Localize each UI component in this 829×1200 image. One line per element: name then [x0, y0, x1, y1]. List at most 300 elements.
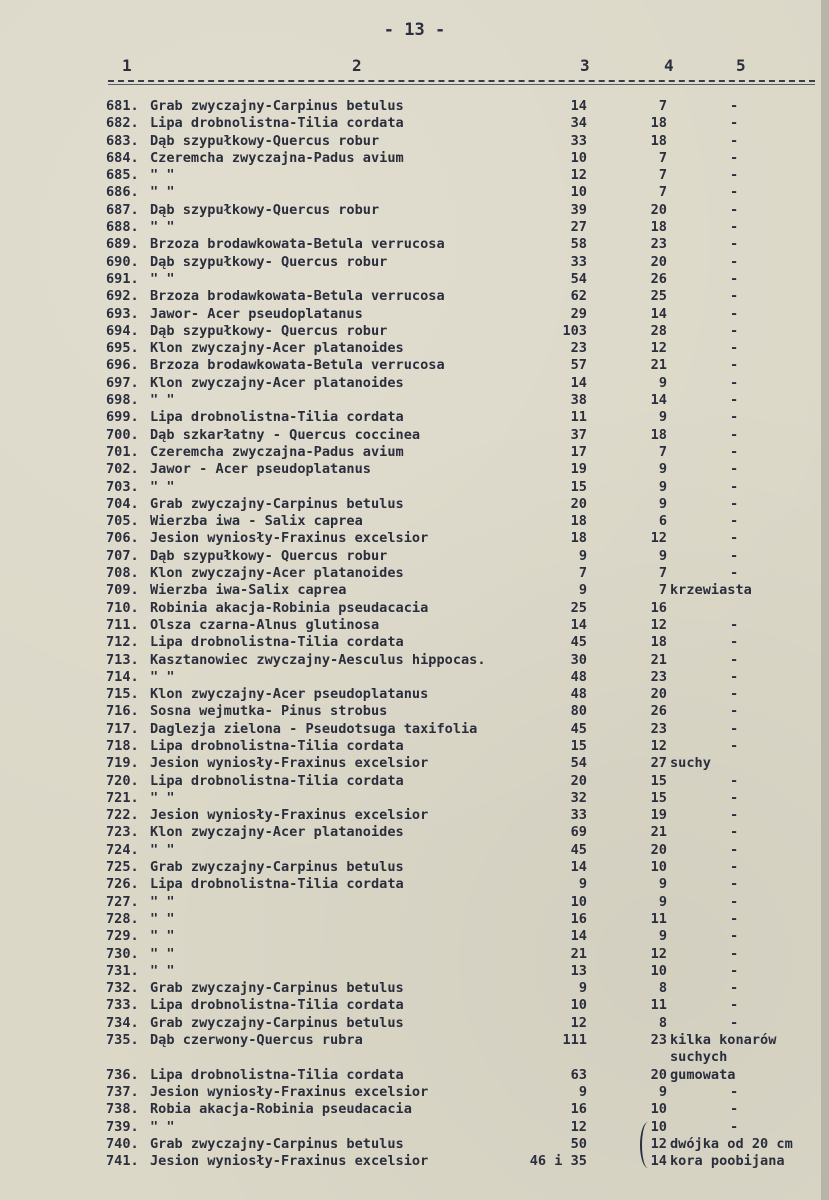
remarks: -: [730, 270, 739, 287]
circumference-value: 9: [578, 547, 587, 564]
remarks: dwójka od 20 cm: [670, 1135, 793, 1152]
species-name: Lipa drobnolistna-Tilia cordata: [150, 409, 404, 426]
circumference-value: 29: [570, 305, 587, 322]
table-row: [0, 807, 829, 824]
height-value: 23: [650, 720, 667, 737]
species-name: Kasztanowiec zwyczajny-Aesculus hippocas.: [150, 651, 486, 668]
height-value: 9: [658, 409, 667, 426]
row-number: 722.: [106, 807, 139, 824]
circumference-value: 33: [570, 253, 587, 270]
column-number-2: 2: [352, 56, 362, 75]
table-row: [0, 219, 829, 236]
height-value: 9: [658, 478, 667, 495]
row-number: 719.: [106, 755, 139, 772]
height-value: 14: [650, 1153, 667, 1170]
circumference-value: 111: [562, 1032, 587, 1049]
row-number: 727.: [106, 893, 139, 910]
table-row: [0, 409, 829, 426]
header-rule: [108, 80, 815, 82]
circumference-value: 21: [570, 945, 587, 962]
height-value: 28: [650, 322, 667, 339]
tree-inventory-table: [0, 98, 829, 1170]
height-value: 7: [658, 443, 667, 460]
height-value: 9: [658, 1083, 667, 1100]
table-row: [0, 530, 829, 547]
row-number: 689.: [106, 236, 139, 253]
species-name: " ": [150, 789, 175, 806]
table-row: [0, 375, 829, 392]
table-row: [0, 669, 829, 686]
remarks: -: [730, 530, 739, 547]
remarks: suchy: [670, 755, 711, 772]
height-value: 7: [658, 167, 667, 184]
column-number-1: 1: [122, 56, 132, 75]
species-name: Robia akacja-Robinia pseudacacia: [150, 1101, 412, 1118]
height-value: 11: [650, 910, 667, 927]
table-row: [0, 824, 829, 841]
height-value: 23: [650, 668, 667, 685]
height-value: 18: [650, 115, 667, 132]
remarks: -: [730, 547, 739, 564]
row-number: 712.: [106, 634, 139, 651]
table-row: [0, 1015, 829, 1032]
row-number: 717.: [106, 720, 139, 737]
species-name: Jawor - Acer pseudoplatanus: [150, 461, 371, 478]
circumference-value: 54: [570, 755, 587, 772]
remarks: -: [730, 443, 739, 460]
row-number: 725.: [106, 859, 139, 876]
remarks: -: [730, 357, 739, 374]
circumference-value: 69: [570, 824, 587, 841]
row-number: 688.: [106, 219, 139, 236]
species-name: Dąb szypułkowy- Quercus robur: [150, 322, 388, 339]
circumference-value: 10: [570, 184, 587, 201]
circumference-value: 58: [570, 236, 587, 253]
height-value: 16: [650, 599, 667, 616]
height-value: 10: [650, 859, 667, 876]
circumference-value: 23: [570, 340, 587, 357]
height-value: 18: [650, 219, 667, 236]
species-name: Jesion wyniosły-Fraxinus excelsior: [150, 755, 429, 772]
row-number: 690.: [106, 253, 139, 270]
species-name: Czeremcha zwyczajna-Padus avium: [150, 149, 404, 166]
species-name: Dąb szypułkowy-Quercus robur: [150, 132, 380, 149]
column-number-4: 4: [664, 56, 674, 75]
table-row: [0, 565, 829, 582]
row-number: 706.: [106, 530, 139, 547]
circumference-value: 30: [570, 651, 587, 668]
height-value: 15: [650, 772, 667, 789]
height-value: 20: [650, 686, 667, 703]
species-name: " ": [150, 893, 175, 910]
species-name: Grab zwyczajny-Carpinus betulus: [150, 98, 404, 114]
remarks: -: [730, 236, 739, 253]
row-number: 710.: [106, 599, 139, 616]
remarks: -: [730, 910, 739, 927]
remarks: -: [730, 876, 739, 893]
species-name: Grab zwyczajny-Carpinus betulus: [150, 980, 404, 997]
circumference-value: 9: [578, 582, 587, 599]
table-row: [0, 98, 829, 115]
circumference-value: 12: [570, 167, 587, 184]
circumference-value: 17: [570, 443, 587, 460]
row-number: 713.: [106, 651, 139, 668]
species-name: " ": [150, 184, 175, 201]
height-value: 7: [658, 149, 667, 166]
remarks: -: [730, 409, 739, 426]
row-number: 682.: [106, 115, 139, 132]
remarks: -: [730, 288, 739, 305]
height-value: 25: [650, 288, 667, 305]
height-value: 27: [650, 755, 667, 772]
height-value: 18: [650, 132, 667, 149]
species-name: Klon zwyczajny-Acer platanoides: [150, 340, 404, 357]
row-number: 735.: [106, 1032, 139, 1049]
table-row: [0, 479, 829, 496]
table-row: [0, 790, 829, 807]
remarks: -: [730, 98, 739, 114]
remarks: -: [730, 149, 739, 166]
remarks: -: [730, 980, 739, 997]
height-value: 6: [658, 513, 667, 530]
species-name: Dąb czerwony-Quercus rubra: [150, 1032, 363, 1049]
species-name: Lipa drobnolistna-Tilia cordata: [150, 634, 404, 651]
remarks: -: [730, 513, 739, 530]
remarks: -: [730, 132, 739, 149]
height-value: 12: [650, 530, 667, 547]
row-number: 732.: [106, 980, 139, 997]
table-row: [0, 997, 829, 1014]
row-number: 693.: [106, 305, 139, 322]
circumference-value: 62: [570, 288, 587, 305]
remarks: -: [730, 634, 739, 651]
row-number: 700.: [106, 426, 139, 443]
circumference-value: 14: [570, 374, 587, 391]
table-row: [0, 1067, 829, 1084]
table-row: [0, 946, 829, 963]
row-number: 697.: [106, 374, 139, 391]
row-number: 686.: [106, 184, 139, 201]
species-name: Lipa drobnolistna-Tilia cordata: [150, 876, 404, 893]
height-value: 9: [658, 928, 667, 945]
row-number: 699.: [106, 409, 139, 426]
row-number: 739.: [106, 1118, 139, 1135]
circumference-value: 11: [570, 409, 587, 426]
row-number: 723.: [106, 824, 139, 841]
row-number: 711.: [106, 616, 139, 633]
table-row: [0, 755, 829, 772]
height-value: 9: [658, 495, 667, 512]
row-number: 704.: [106, 495, 139, 512]
height-value: 23: [650, 236, 667, 253]
species-name: Daglezja zielona - Pseudotsuga taxifolia: [150, 720, 478, 737]
species-name: Klon zwyczajny-Acer platanoides: [150, 565, 404, 582]
height-value: 26: [650, 270, 667, 287]
species-name: Dąb szypułkowy- Quercus robur: [150, 547, 388, 564]
species-name: Dąb szkarłatny - Quercus coccinea: [150, 426, 421, 443]
row-number: 683.: [106, 132, 139, 149]
circumference-value: 27: [570, 219, 587, 236]
circumference-value: 39: [570, 201, 587, 218]
height-value: 12: [650, 945, 667, 962]
circumference-value: 34: [570, 115, 587, 132]
circumference-value: 33: [570, 132, 587, 149]
species-name: Jesion wyniosły-Fraxinus excelsior: [150, 530, 429, 547]
height-value: 9: [658, 876, 667, 893]
row-number: 720.: [106, 772, 139, 789]
circumference-value: 15: [570, 478, 587, 495]
height-value: 10: [650, 1118, 667, 1135]
remarks: -: [730, 737, 739, 754]
circumference-value: 45: [570, 720, 587, 737]
height-value: 19: [650, 807, 667, 824]
height-value: 9: [658, 547, 667, 564]
species-name: Grab zwyczajny-Carpinus betulus: [150, 1014, 404, 1031]
column-number-5: 5: [736, 56, 746, 75]
circumference-value: 14: [570, 98, 587, 114]
remarks: -: [730, 340, 739, 357]
circumference-value: 18: [570, 530, 587, 547]
species-name: " ": [150, 392, 175, 409]
remarks: -: [730, 1101, 739, 1118]
remarks: -: [730, 253, 739, 270]
table-row: [0, 963, 829, 980]
circumference-value: 63: [570, 1066, 587, 1083]
species-name: Lipa drobnolistna-Tilia cordata: [150, 1066, 404, 1083]
circumference-value: 16: [570, 1101, 587, 1118]
table-row: [0, 461, 829, 478]
row-number: 737.: [106, 1083, 139, 1100]
height-value: 14: [650, 305, 667, 322]
handwritten-bracket-mark: [640, 1122, 656, 1168]
table-row: [0, 392, 829, 409]
header-rule-underline: [108, 84, 815, 85]
remarks: -: [730, 772, 739, 789]
remarks: -: [730, 616, 739, 633]
table-row: [0, 582, 829, 599]
remarks: -: [730, 115, 739, 132]
species-name: Jesion wyniosły-Fraxinus excelsior: [150, 1153, 429, 1170]
species-name: Lipa drobnolistna-Tilia cordata: [150, 115, 404, 132]
remarks: -: [730, 824, 739, 841]
remarks: -: [730, 201, 739, 218]
table-row: [0, 288, 829, 305]
height-value: 12: [650, 340, 667, 357]
table-row: [0, 634, 829, 651]
species-name: Wierzba iwa-Salix caprea: [150, 582, 347, 599]
species-name: Grab zwyczajny-Carpinus betulus: [150, 1135, 404, 1152]
remarks: -: [730, 461, 739, 478]
circumference-value: 7: [578, 565, 587, 582]
circumference-value: 9: [578, 980, 587, 997]
row-number: 740.: [106, 1135, 139, 1152]
species-name: Lipa drobnolistna-Tilia cordata: [150, 997, 404, 1014]
table-row: [0, 911, 829, 928]
species-name: " ": [150, 928, 175, 945]
circumference-value: 15: [570, 737, 587, 754]
remarks: -: [730, 945, 739, 962]
table-row: [0, 686, 829, 703]
species-name: Brzoza brodawkowata-Betula verrucosa: [150, 236, 445, 253]
circumference-value: 50: [570, 1135, 587, 1152]
species-name: Olsza czarna-Alnus glutinosa: [150, 616, 380, 633]
height-value: 18: [650, 426, 667, 443]
circumference-value: 45: [570, 634, 587, 651]
row-number: 721.: [106, 789, 139, 806]
table-row: [0, 271, 829, 288]
table-row: [0, 617, 829, 634]
table-row: [0, 721, 829, 738]
table-row: [0, 306, 829, 323]
table-row: [0, 842, 829, 859]
height-value: 14: [650, 392, 667, 409]
remarks: -: [730, 807, 739, 824]
table-row: [0, 1136, 829, 1153]
row-number: 703.: [106, 478, 139, 495]
species-name: Czeremcha zwyczajna-Padus avium: [150, 443, 404, 460]
species-name: Grab zwyczajny-Carpinus betulus: [150, 495, 404, 512]
circumference-value: 80: [570, 703, 587, 720]
table-row: [0, 876, 829, 893]
table-row: [0, 1101, 829, 1118]
remarks: -: [730, 651, 739, 668]
height-value: 7: [658, 98, 667, 114]
circumference-value: 19: [570, 461, 587, 478]
species-name: Klon zwyczajny-Acer platanoides: [150, 824, 404, 841]
row-number: 692.: [106, 288, 139, 305]
row-number: 733.: [106, 997, 139, 1014]
species-name: " ": [150, 270, 175, 287]
table-row: [0, 167, 829, 184]
remarks: -: [730, 392, 739, 409]
species-name: " ": [150, 945, 175, 962]
table-row: [0, 1119, 829, 1136]
table-row: [0, 133, 829, 150]
row-number: 701.: [106, 443, 139, 460]
circumference-value: 25: [570, 599, 587, 616]
row-number: 724.: [106, 841, 139, 858]
remarks: -: [730, 789, 739, 806]
row-number: 728.: [106, 910, 139, 927]
species-name: Brzoza brodawkowata-Betula verrucosa: [150, 288, 445, 305]
table-row: [0, 150, 829, 167]
species-name: " ": [150, 478, 175, 495]
table-row: [0, 115, 829, 132]
table-row: [0, 340, 829, 357]
species-name: " ": [150, 167, 175, 184]
remarks: -: [730, 893, 739, 910]
height-value: 8: [658, 1014, 667, 1031]
height-value: 7: [658, 565, 667, 582]
circumference-value: 9: [578, 1083, 587, 1100]
species-name: Dąb szypułkowy- Quercus robur: [150, 253, 388, 270]
species-name: Wierzba iwa - Salix caprea: [150, 513, 363, 530]
table-row: [0, 773, 829, 790]
remarks: -: [730, 565, 739, 582]
table-row: [0, 202, 829, 219]
row-number: 695.: [106, 340, 139, 357]
circumference-value: 10: [570, 149, 587, 166]
remarks: -: [730, 720, 739, 737]
circumference-value: 12: [570, 1118, 587, 1135]
species-name: " ": [150, 962, 175, 979]
circumference-value: 45: [570, 841, 587, 858]
remarks: -: [730, 997, 739, 1014]
circumference-value: 10: [570, 997, 587, 1014]
remarks: -: [730, 478, 739, 495]
row-number: 714.: [106, 668, 139, 685]
height-value: 12: [650, 616, 667, 633]
remarks: -: [730, 841, 739, 858]
table-row: [0, 323, 829, 340]
remarks: kilka konarów suchych: [670, 1032, 777, 1066]
circumference-value: 16: [570, 910, 587, 927]
circumference-value: 18: [570, 513, 587, 530]
row-number: 705.: [106, 513, 139, 530]
circumference-value: 12: [570, 1014, 587, 1031]
circumference-value: 46 i 35: [529, 1153, 587, 1170]
remarks: -: [730, 322, 739, 339]
row-number: 681.: [106, 98, 139, 114]
circumference-value: 20: [570, 495, 587, 512]
circumference-value: 103: [562, 322, 587, 339]
height-value: 20: [650, 1066, 667, 1083]
row-number: 691.: [106, 270, 139, 287]
table-row: [0, 236, 829, 253]
remarks: -: [730, 305, 739, 322]
species-name: Klon zwyczajny-Acer pseudoplatanus: [150, 686, 429, 703]
row-number: 685.: [106, 167, 139, 184]
circumference-value: 14: [570, 859, 587, 876]
circumference-value: 14: [570, 616, 587, 633]
table-row: [0, 703, 829, 720]
table-row: [0, 444, 829, 461]
remarks: -: [730, 167, 739, 184]
species-name: Lipa drobnolistna-Tilia cordata: [150, 772, 404, 789]
height-value: 7: [658, 184, 667, 201]
row-number: 684.: [106, 149, 139, 166]
row-number: 708.: [106, 565, 139, 582]
row-number: 729.: [106, 928, 139, 945]
remarks: -: [730, 1118, 739, 1135]
remarks: -: [730, 1014, 739, 1031]
remarks: gumowata: [670, 1066, 736, 1083]
species-name: " ": [150, 219, 175, 236]
species-name: Jesion wyniosły-Fraxinus excelsior: [150, 1083, 429, 1100]
table-row: [0, 548, 829, 565]
species-name: " ": [150, 841, 175, 858]
species-name: Dąb szypułkowy-Quercus robur: [150, 201, 380, 218]
row-number: 698.: [106, 392, 139, 409]
table-row: [0, 1153, 829, 1170]
table-row: [0, 254, 829, 271]
remarks: -: [730, 686, 739, 703]
remarks: -: [730, 219, 739, 236]
species-name: " ": [150, 668, 175, 685]
species-name: Grab zwyczajny-Carpinus betulus: [150, 859, 404, 876]
circumference-value: 38: [570, 392, 587, 409]
height-value: 15: [650, 789, 667, 806]
remarks: krzewiasta: [670, 582, 752, 599]
remarks: kora poobijana: [670, 1153, 785, 1170]
height-value: 21: [650, 651, 667, 668]
height-value: 10: [650, 1101, 667, 1118]
row-number: 694.: [106, 322, 139, 339]
remarks: -: [730, 859, 739, 876]
table-row: [0, 600, 829, 617]
height-value: 26: [650, 703, 667, 720]
row-number: 718.: [106, 737, 139, 754]
